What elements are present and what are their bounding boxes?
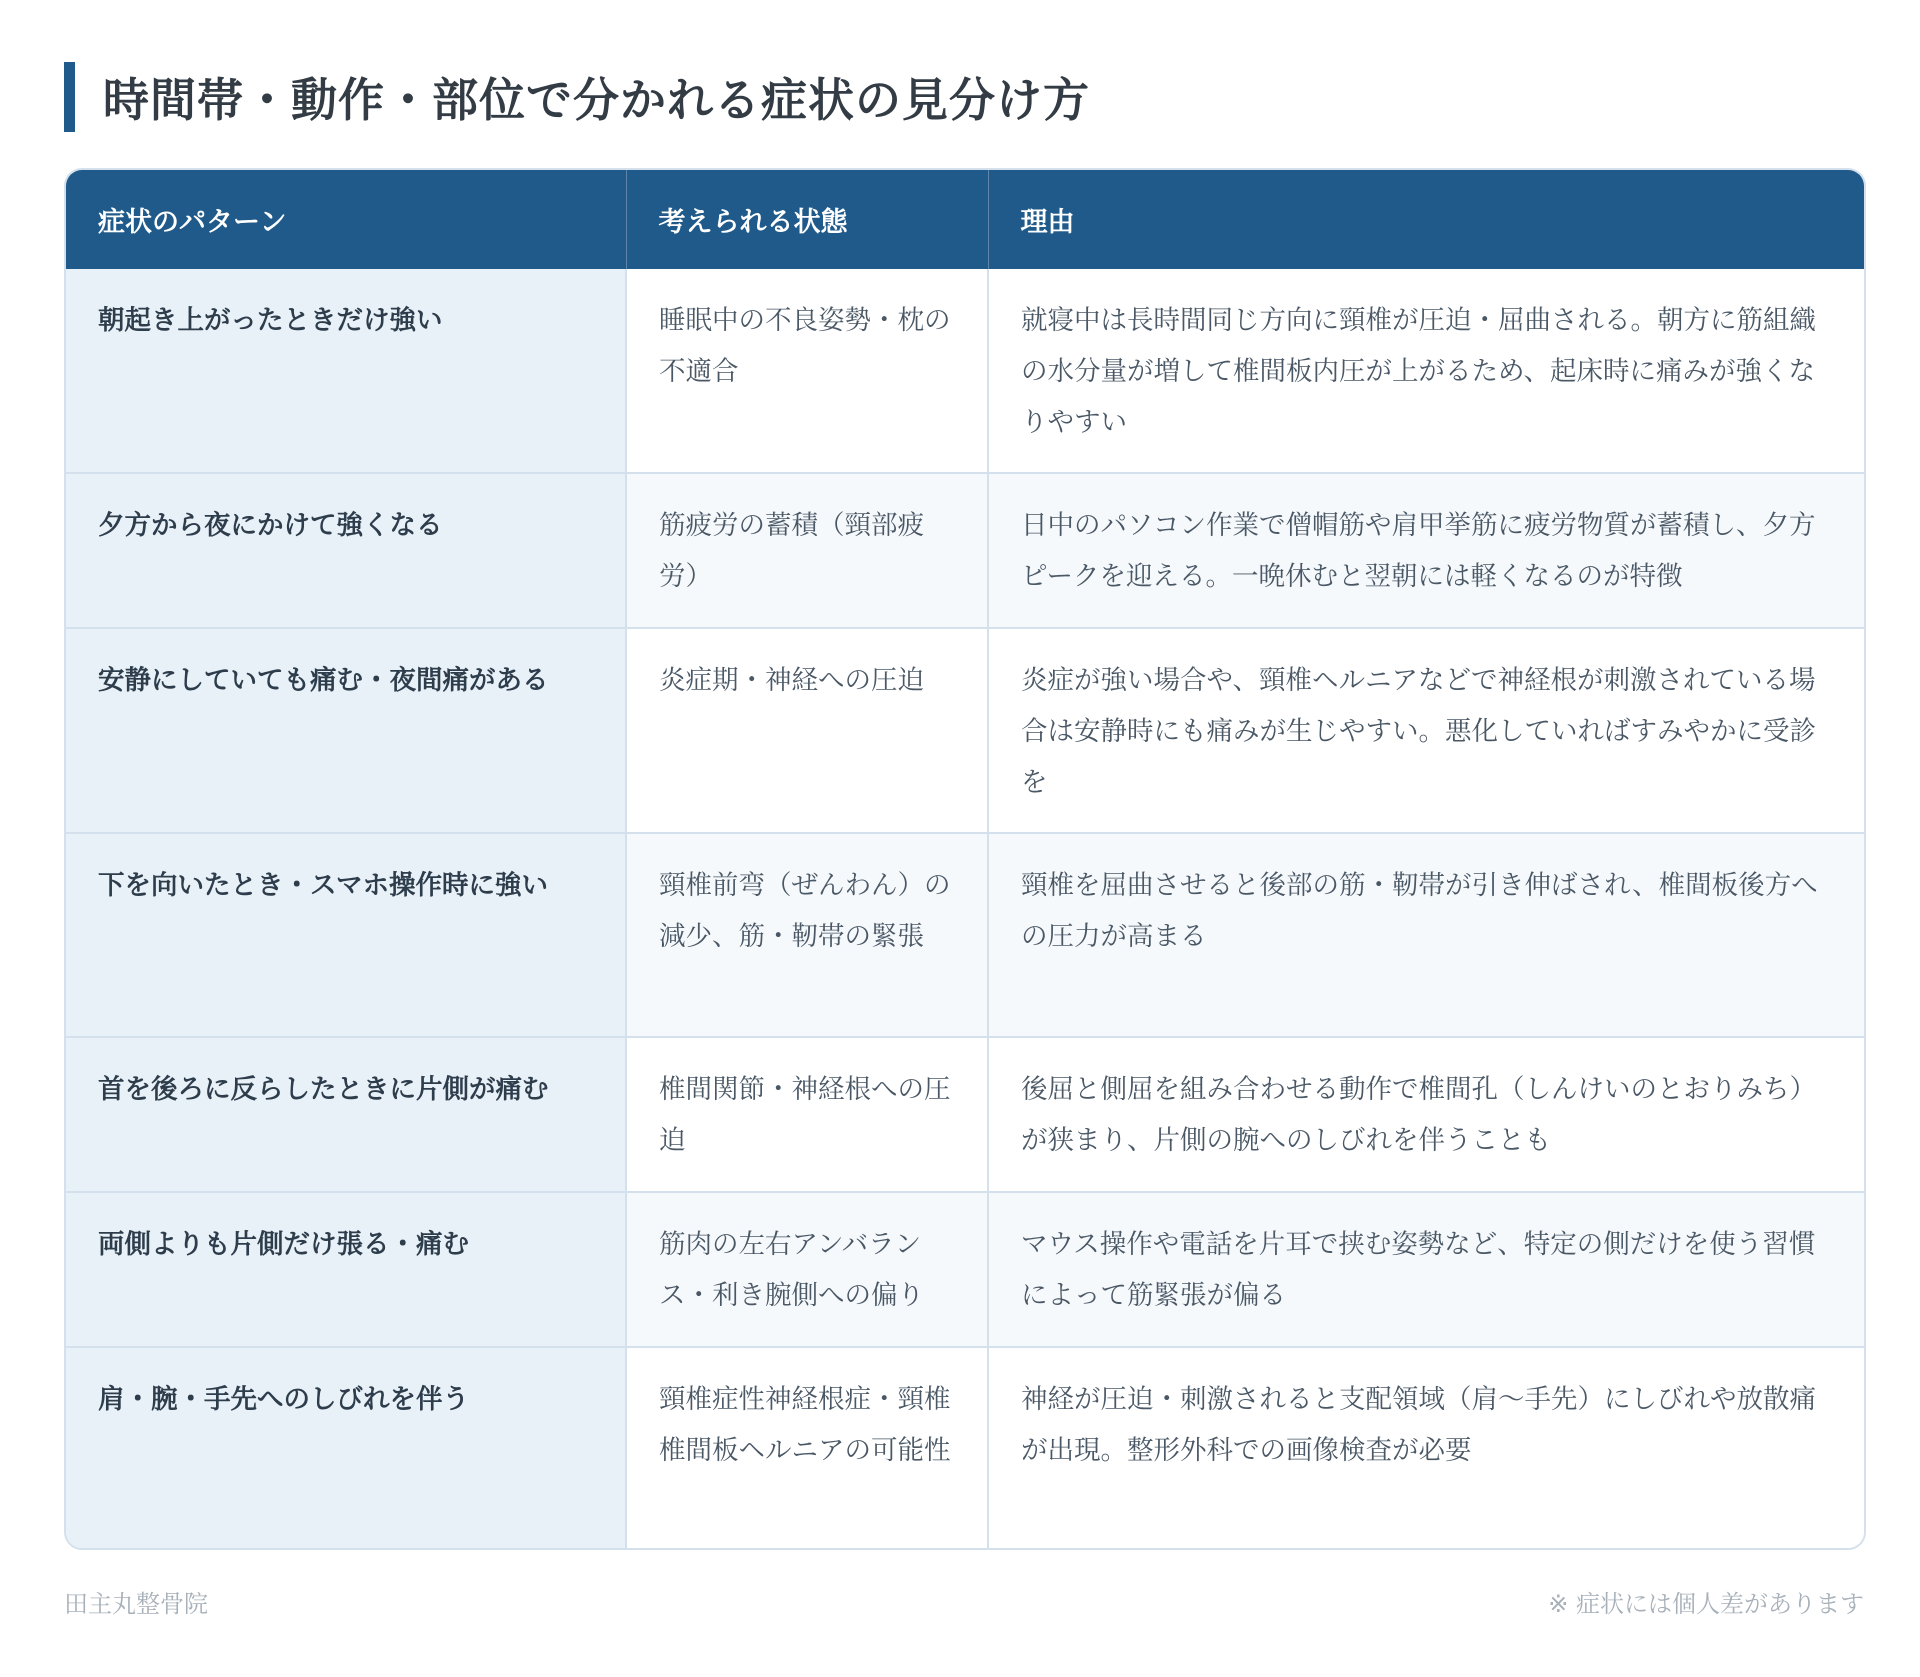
cell-pattern: 首を後ろに反らしたときに片側が痛む <box>66 1037 626 1192</box>
cell-state: 頸椎症性神経根症・頸椎椎間板ヘルニアの可能性 <box>626 1347 988 1548</box>
cell-pattern: 下を向いたとき・スマホ操作時に強い <box>66 833 626 1037</box>
cell-reason: 炎症が強い場合や、頸椎ヘルニアなどで神経根が刺激されている場合は安静時にも痛みが生じやすい。悪化していればすみやかに受診を <box>988 628 1864 833</box>
cell-pattern: 夕方から夜にかけて強くなる <box>66 473 626 628</box>
symptom-table <box>66 170 1864 1548</box>
table-row <box>66 473 1864 628</box>
cell-reason: 就寝中は長時間同じ方向に頸椎が圧迫・屈曲される。朝方に筋組織の水分量が増して椎間板内圧が上がるため、起床時に痛みが強くなりやすい <box>988 269 1864 473</box>
title-accent-bar <box>64 62 75 132</box>
table-row <box>66 1192 1864 1347</box>
cell-reason: 頸椎を屈曲させると後部の筋・靭帯が引き伸ばされ、椎間板後方への圧力が高まる <box>988 833 1864 1037</box>
cell-pattern: 安静にしていても痛む・夜間痛がある <box>66 628 626 833</box>
cell-state: 睡眠中の不良姿勢・枕の不適合 <box>626 269 988 473</box>
table-header-row <box>66 170 1864 269</box>
cell-state: 筋肉の左右アンバランス・利き腕側への偏り <box>626 1192 988 1347</box>
header-state: 考えられる状態 <box>626 170 988 269</box>
table-row <box>66 628 1864 833</box>
cell-pattern: 肩・腕・手先へのしびれを伴う <box>66 1347 626 1548</box>
cell-state: 炎症期・神経への圧迫 <box>626 628 988 833</box>
disclaimer-note: ※ 症状には個人差があります <box>1548 1590 1864 1618</box>
cell-state: 頸椎前弯（ぜんわん）の減少、筋・靭帯の緊張 <box>626 833 988 1037</box>
cell-pattern: 両側よりも片側だけ張る・痛む <box>66 1192 626 1347</box>
header-reason: 理由 <box>988 170 1864 269</box>
cell-reason: 後屈と側屈を組み合わせる動作で椎間孔（しんけいのとおりみち）が狭まり、片側の腕へのしびれを伴うことも <box>988 1037 1864 1192</box>
page-title-block <box>64 62 1090 132</box>
cell-reason: 日中のパソコン作業で僧帽筋や肩甲挙筋に疲労物質が蓄積し、夕方ピークを迎える。一晩休むと翌朝には軽くなるのが特徴 <box>988 473 1864 628</box>
cell-pattern: 朝起き上がったときだけ強い <box>66 269 626 473</box>
symptom-table-card <box>64 168 1866 1550</box>
table-row <box>66 269 1864 473</box>
table-row <box>66 833 1864 1037</box>
cell-reason: 神経が圧迫・刺激されると支配領域（肩〜手先）にしびれや放散痛が出現。整形外科での画像検査が必要 <box>988 1347 1864 1548</box>
clinic-name: 田主丸整骨院 <box>64 1590 208 1618</box>
cell-state: 椎間関節・神経根への圧迫 <box>626 1037 988 1192</box>
table-row <box>66 1347 1864 1548</box>
cell-reason: マウス操作や電話を片耳で挟む姿勢など、特定の側だけを使う習慣によって筋緊張が偏る <box>988 1192 1864 1347</box>
table-row <box>66 1037 1864 1192</box>
cell-state: 筋疲労の蓄積（頸部疲労） <box>626 473 988 628</box>
page-title: 時間帯・動作・部位で分かれる症状の見分け方 <box>103 73 1090 127</box>
header-pattern: 症状のパターン <box>98 207 287 238</box>
